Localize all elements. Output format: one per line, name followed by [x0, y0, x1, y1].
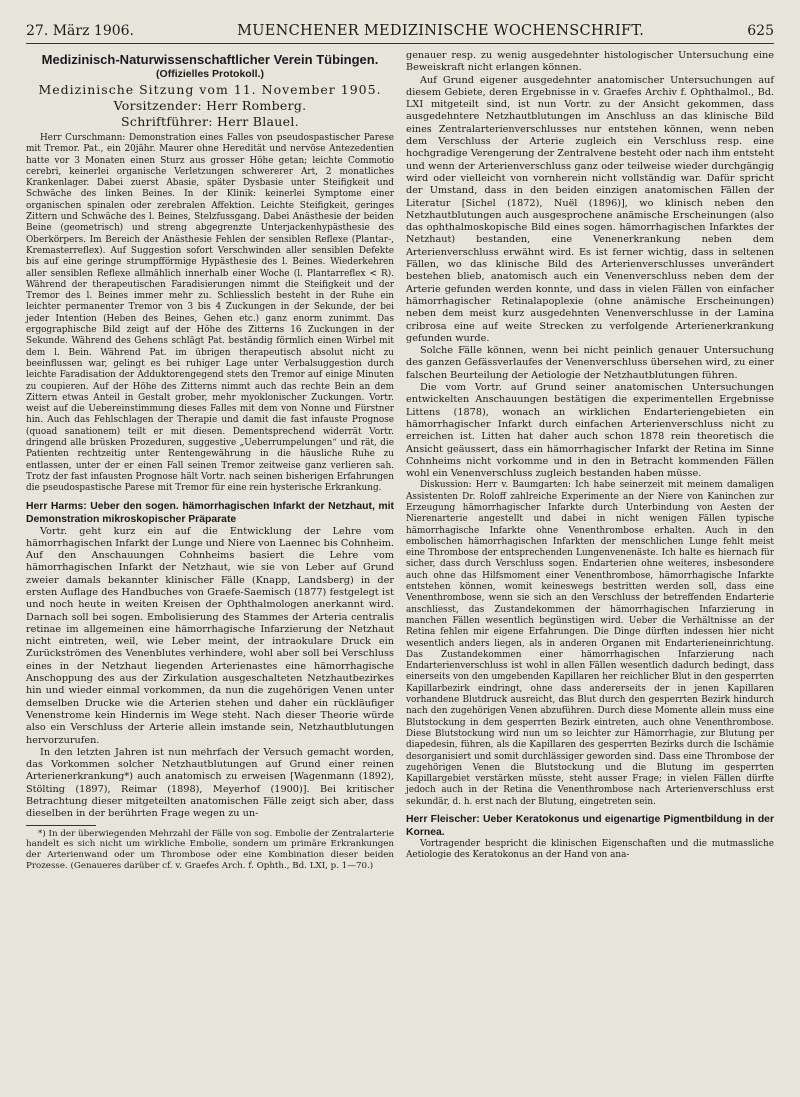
footnote-text: *) In der überwiegenden Mehrzahl der Fälle von sog. Embolie der Zentralarterie handelt es sich nicht um wirkliche Embolie, sondern um primäre Erkrankungen der Arterienwand oder um Thrombose oder eine Kombination dieser beiden Prozesse. (Genaueres darüber cf. v. Graefes Arch. f. Ophth., Bd. LXI, p. 1—70.)	[26, 828, 394, 872]
chair-line: Vorsitzender: Herr Romberg.	[113, 98, 307, 113]
secretary-line: Schriftführer: Herr Blauel.	[121, 113, 299, 129]
two-column-body	[26, 50, 774, 872]
discussion-paragraph: Diskussion: Herr v. Baumgarten: Ich habe seinerzeit mit meinem damaligen Assistenten Dr. Roloff zahlreiche Experimente an der Niere von Kaninchen zur Erzeugung hämorrhagischer Infarkte durch Unterbindung von Aesten der Nierenarterie angestellt und dabei in nicht wenigen Fällen typische hämorrhagische Infarkte ohne Venenthrombose erhalten. Auch in den embolischen hämorrhagischen Infarkten der menschlichen Lunge fehlt meist eine Thrombose der entsprechenden Lungenvenenäste. Ich halte es hiernach für sicher, dass durch Verschluss sogen. Endarterien ohne weiteres, insbesondere auch ohne das Hilfsmoment einer Venenthrombose, hämorrhagische Infarkte entstehen können, womit keineswegs bestritten werden soll, dass eine Venenthrombose, wenn sie sich an den Verschluss der betreffenden Endarterie anschliesst, das Zustandekommen der hämorrhagischen Infarzierung in manchen Fällen wesentlich begünstigen wird. Ueber die Verhältnisse an der Retina fehlen mir eigene Erfahrungen. Die Dinge dürften indessen hier nicht wesentlich anders liegen, als in anderen Organen mit Endarterieneinrichtung. Das Zustandekommen einer hämorrhagischen Infarzierung nach Endarterienverschluss ist wohl in allen Fällen wesentlich dadurch bedingt, dass einerseits von den umgebenden Kapillaren her reichlicher Blut in den gesperrten Kapillarbezirk eindringt, ohne dass andererseits der in jenen Kapillaren vorhandene Blutdruck ausreicht, das Blut durch den gesperrten Bezirk hindurch nach den zugehörigen Venen abzuführen. Durch diese Momente allein muss eine Blutstockung in dem gesperrten Bezirk eintreten, auch ohne Venenthrombose. Diese Blutstockung wird nun um so leichter zur Hämorrhagie, zur Blutung per diapedesin, führen, als die Kapillaren des gesperrten Bezirks durch die Ischämie desorganisiert und somit durchlässiger geworden sind. Dass eine Thrombose der zugehörigen Venen die Blutstockung und die Blutung im gesperrten Kapillargebiet verstärken müsste, steht ausser Frage; in vielen Fällen dürfte jedoch auch in der Retina die Venenthrombose nach Arterienverschluss erst sekundär, d. h. erst nach der Blutung, eingetreten sein.	[406, 480, 774, 807]
misjudgement-paragraph: Solche Fälle können, wenn bei nicht peinlich genauer Untersuchung des ganzen Gefässverlaufes der Venenverschluss übersehen wird, zu einer falschen Beurteilung der Aetiologie der Netzhautblutungen führen.	[406, 345, 774, 381]
harms-heading: Herr Harms: Ueber den sogen. hämorrhagischen Infarkt der Netzhaut, mit Demonstration mikroskopischer Präparate	[26, 500, 394, 525]
page-header	[26, 22, 774, 40]
litten-paragraph: Die vom Vortr. auf Grund seiner anatomischen Untersuchungen entwickelten Anschauungen bestätigen die experimentellen Ergebnisse Littens (1878), wonach an wirklichen Endarteriengebieten ein hämorrhagischer Infarkt durch einfachen Arterienverschluss nicht zu erreichen ist. Litten hat daher auch schon 1878 rein theoretisch die Ansicht geäussert, dass ein hämorrhagischer Infarkt der Retina im Sinne Cohnheims nicht vorkomme und in den in Betracht kommenden Fällen wohl ein Venenverschluss zugleich bestanden haben müsse.	[406, 382, 774, 480]
fleischer-paragraph: Vortragender bespricht die klinischen Eigenschaften und die mutmassliche Aetiologie des Keratokonus an der Hand von ana-	[406, 839, 774, 861]
left-column	[26, 50, 394, 872]
protocol-note: (Offizielles Protokoll.)	[156, 68, 264, 80]
session-title: Medizinische Sitzung vom 11. November 1905.	[38, 82, 382, 97]
fleischer-heading: Herr Fleischer: Ueber Keratokonus und eigenartige Pigmentbildung in der Kornea.	[406, 814, 774, 838]
society-title: Medizinisch-Naturwissenschaftlicher Verein Tübingen.	[41, 52, 379, 67]
footnote	[26, 829, 394, 872]
issue-date: 27. März 1906.	[26, 23, 134, 39]
journal-title: MUENCHENER MEDIZINISCHE WOCHENSCHRIFT.	[237, 23, 645, 39]
harms-paragraph-2: In den letzten Jahren ist nun mehrfach der Versuch gemacht worden, das Vorkommen solcher Netzhautblutungen auf Grund einer reinen Arterienerkrankung*) auch anatomisch zu erweisen [Wagenmann (1892), Stölting (1897), Reimar (1898), Meyerhof (1900)]. Bei kritischer Betrachtung dieser mitgeteilten anatomischen Fälle zeigt sich aber, dass dieselben in der berührten Frage wegen zu un-	[26, 746, 394, 820]
continuation-paragraph: genauer resp. zu wenig ausgedehnter histologischer Untersuchung eine Beweiskraft nicht erlangen können.	[406, 50, 774, 74]
page-number: 625	[747, 23, 774, 39]
header-rule	[26, 43, 774, 44]
footnote-rule	[26, 825, 96, 826]
right-column	[406, 50, 774, 872]
harms-paragraph-1: Vortr. geht kurz ein auf die Entwicklung der Lehre vom hämorrhagischen Infarkt der Lunge und Niere von Laennec bis Cohnheim. Auf den Anschauungen Cohnheims basiert die Lehre vom hämorrhagischen Infarkt der Netzhaut, wie sie von Leber auf Grund zweier damals bekannter klinischer Fälle (Knapp, Landsberg) in der ersten Auflage des Handbuches von Graefe-Saemisch (1877) festgelegt ist und noch heute in weiten Kreisen der Ophthalmologen anerkannt wird. Darnach soll bei sogen. Embolisierung des Stammes der Arteria centralis retinae im allgemeinen eine hämorrhagische Infarzierung der Netzhaut nicht eintreten, weil, wie Leber meint, der intraokulare Druck ein Zurückströmen des Venenblutes verhindere, wohl aber soll bei Verschluss eines in der Netzhaut liegenden Arterienastes eine hämorrhagische Anschoppung des aus der Zirkulation ausgeschalteten Netzhautbezirkes hin und wieder einmal vorkommen, da nun die zugehörigen Venen unter demselben Drucke wie die Arterien stehen und daher ein rückläufiger Venenstrome kein Hindernis im Wege steht. Nach dieser Theorie würde also ein Verschluss der Arterie allein imstande sein, Netzhautblutungen hervorzurufen.	[26, 525, 394, 746]
curschmann-paragraph: Herr Curschmann: Demonstration eines Falles von pseudospastischer Parese mit Tremor. Pat., ein 20jähr. Maurer ohne Heredität und nervöse Antezedentien hatte vor 3 Monaten einen Sturz aus grosser Höhe getan; leichte Commotio cerebri, keinerlei organische Verletzungen schwererer Art, 2 monatliches Krankenlager. Dabei zuerst Abasie, später Dysbasie unter Steifigkeit und Schwäche des linken Beines. In der Klinik: keinerlei Symptome einer organischen spinalen oder zerebralen Affektion. Leichte Steifigkeit, geringes Zittern und Schwäche des l. Beines, Stelzfussgang. Dabei Anästhesie der beiden Beine (geometrisch) und streng abgegrenzte Unterjackenhypästhesie des Oberkörpers. Im Bereich der Anästhesie Fehlen der sensiblen Reflexe (Plantar-, Kremasterreflex). Auf Suggestion sofort Verschwinden aller sensiblen Defekte bis auf eine geringe strumpfförmige Hypästhesie des l. Beines. Wiederkehren aller sensiblen Reflexe allmählich innerhalb einer Woche (l. Plantarreflex < R). Während der therapeutischen Faradisierungen nimmt die Steifigkeit und der Tremor des l. Beines immer mehr zu. Schliesslich besteht in der Ruhe ein leichter permanenter Tremor von 3 bis 4 Zuckungen in der Sekunde, der bei jeder Intention (Heben des Beines, Gehen etc.) ganz enorm zunimmt. Das ergographische Bild zeigt auf der Höhe des Zitterns 16 Zuckungen in der Sekunde. Während des Gehens schlägt Pat. beständig förmlich einen Wirbel mit dem l. Bein. Während Pat. im übrigen therapeutisch absolut nicht zu beeinflussen war, gelingt es bei ruhiger Lage unter Verbalsuggestion durch leichte Faradisation der Adduktorengegend stets den Tremor auf einige Minuten zu coupieren. Auf der Höhe des Zitterns nimmt auch das rechte Bein an dem Zittern etwas Anteil in Gestalt grober, mehr myoklonischer Zuckungen. Vortr. weist auf die Uebereinstimmung dieses Falles mit dem von Nonne und Fürstner hin. Auch das Fehlschlagen der Therapie und damit die fast infauste Prognose (quoad sanationem) teilt er mit diesen. Dementsprechend widerrät Vortr. dringend alle brüsken Prozeduren, suggestive „Ueberrumpelungen“ und rät, die Patienten rechtzeitig unter Rentengewährung in die häusliche Ruhe zu entlassen, unter der er einen Fall seinen Tremor zeitweise ganz verlieren sah. Trotz der fast infausten Prognose hält Vortr. nach seinen bisherigen Erfahrungen die pseudospastische Parese mit Tremor für eine rein hysterische Erkrankung.	[26, 133, 394, 494]
anatomical-findings-paragraph: Auf Grund eigener ausgedehnter anatomischer Untersuchungen auf diesem Gebiete, deren Ergebnisse in v. Graefes Archiv f. Ophthalmol., Bd. LXI mitgeteilt sind, ist nun Vortr. zu der Ansicht gekommen, dass ausgedehntere Netzhautblutungen im Anschluss an das klinische Bild eines Zentralarterienverschlusses nur entstehen können, wenn neben dem Verschluss der Arterie zugleich ein Verschluss resp. eine hochgradige Verengerung der Zentralvene besteht oder nach ihm entsteht und wenn der Arterienverschluss ganz oder teilweise wieder durchgängig wird oder vielleicht von vornherein nicht vollständig war. Dafür spricht der Umstand, dass in den beiden einzigen anatomischen Fällen der Literatur [Sichel (1872), Nuël (1896)], wo klinisch neben den Netzhautblutungen auch ausgesprochene anämische Erscheinungen (also das ophthalmoskopische Bild eines sogen. hämorrhagischen Infarktes der Netzhaut) bestanden, eine Venenerkrankung neben dem Arterienverschluss erwähnt wird. Es ist ferner wichtig, dass in seltenen Fällen, wo das klinische Bild des Arterienverschlusses unverändert bestehen blieb, anatomisch auch ein Venenverschluss neben dem der Arterie gefunden werden konnte, und dass in vielen Fällen von einfacher hämorrhagischer Retinalapoplexie (ohne anämische Erscheinungen) neben dem meist kurz ausgedehnten Venenverschlusse in der Lamina cribrosa eine auf weite Strecken zu verfolgende Arterienerkrankung gefunden wurde.	[406, 74, 774, 344]
